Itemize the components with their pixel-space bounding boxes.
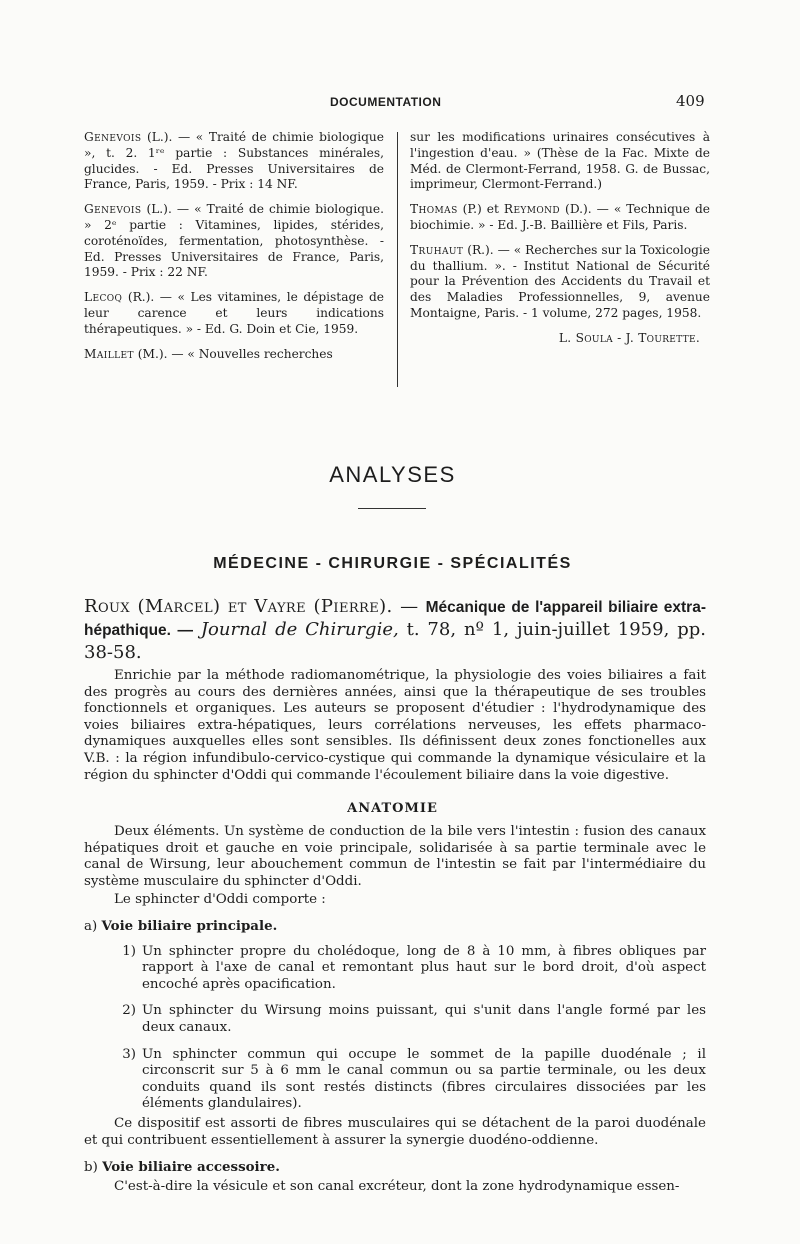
running-header: DOCUMENTATION: [330, 95, 442, 109]
bib-text: — « Recherches sur la Toxicologie du thallium. ». - Institut National de Sécurité pour la Prévention des Accidents du Travail et des Maladies Professionnelles, 9, avenue Montaigne, Paris. - 1 volume, 272 pages, 1958.: [410, 242, 711, 320]
bib-author: Lecoq: [84, 290, 123, 305]
bib-text: sur les modifications urinaires consécutives à l'ingestion d'eau. » (Thèse de la Fac. Mixte de Méd. de Clermont-Ferrand, 1958. G. de Bussac, imprimeur, Clermont-Ferrand.): [410, 130, 710, 192]
bib-initial: (M.).: [133, 346, 168, 361]
item-number: 3): [122, 1046, 136, 1062]
analyses-heading: ANALYSES: [329, 462, 456, 487]
bibliography-left-column: [84, 130, 384, 371]
bib-entry: [410, 202, 710, 234]
paragraph: Deux éléments. Un système de conduction de la bile vers l'intestin : fusion des canaux hépatiques droit et gauche en voie principale, solidarisée à sa partie terminale avec le canal de Wirsung, leur abouchement commun de l'intestin se fait par l'intermédiaire du système musculaire du sphincter d'Oddi.: [84, 824, 706, 889]
paragraph: C'est-à-dire la vésicule et son canal excréteur, dont la zone hydrodynamique essen-: [114, 1178, 680, 1194]
sub-title: Voie biliaire accessoire.: [102, 1159, 280, 1176]
subheading-a: [84, 918, 706, 936]
bib-text: — « Traité de chimie biologique », t. 2. 1ʳᵉ partie : Substances minérales, glucides. - Ed. Presses Universitaires de France, Paris, 1959. - Prix : 14 NF.: [84, 130, 384, 192]
bib-initial: (L.).: [141, 130, 173, 144]
anatomie-body: [84, 824, 706, 1205]
bib-entry: [84, 290, 384, 337]
list-item: [84, 1047, 706, 1113]
reference-journal: Journal de Chirurgie,: [200, 619, 399, 640]
heading-separator: [358, 508, 426, 509]
reference-authors: Roux (Marcel) et Vayre (Pierre). —: [84, 596, 419, 617]
paragraph: Le sphincter d'Oddi comporte :: [114, 892, 326, 908]
bib-author: Genevois: [84, 130, 142, 144]
bib-text: — « Nouvelles recherches: [167, 346, 333, 361]
anatomie-heading: ANATOMIE: [347, 801, 438, 816]
sub-title: Voie biliaire principale.: [101, 917, 278, 934]
sub-letter: b): [84, 1160, 98, 1176]
bib-initial: (L.).: [141, 202, 172, 217]
item-text: Un sphincter propre du cholédoque, long de 8 à 10 mm, à fibres obliques par rapport à l'axe de canal et remontant plus haut sur le bord droit, d'où aspect encoché après opacification.: [142, 943, 706, 992]
bib-author: Reymond: [503, 202, 561, 217]
bib-text: — « Traité de chimie biologique. » 2ᵉ partie : Vitamines, lipides, stérides, coroténoïdes, fermentation, photosynthèse. - Ed. Presses Universitaires de France, Paris, 1959. - Prix : 22 NF.: [84, 202, 384, 280]
bib-initial: (P.) et: [457, 202, 504, 217]
bib-text: — « Les vitamines, le dépistage de leur carence et leurs indications thérapeutiques. » - Ed. G. Doin et Cie, 1959.: [84, 290, 385, 336]
paragraph: Ce dispositif est assorti de fibres musculaires qui se détachent de la paroi duodénale et qui contribuent essentiellement à assurer la synergie duodéno-oddienne.: [84, 1115, 706, 1148]
list-item: [84, 1003, 706, 1036]
bib-entry: [410, 243, 710, 322]
sub-letter: a): [84, 918, 98, 934]
article-reference: [84, 596, 706, 664]
column-divider: [397, 132, 398, 387]
bib-initial: (R.).: [463, 242, 494, 257]
bibliography-signature: L. Soula - J. Tourette.: [558, 330, 700, 345]
bib-entry: [84, 202, 384, 281]
bibliography-right-column: [410, 130, 710, 347]
bib-author: Genevois: [84, 202, 142, 217]
item-number: 2): [122, 1003, 136, 1019]
bib-author: Thomas: [410, 202, 458, 217]
section-heading: MÉDECINE - CHIRURGIE - SPÉCIALITÉS: [213, 555, 572, 572]
item-text: Un sphincter du Wirsung moins puissant, qui s'unit dans l'angle formé par les deux canaux.: [142, 1003, 706, 1035]
bib-entry: [410, 130, 710, 193]
reference-title: Mécanique de l'appareil biliaire extra-hépathique. —: [84, 599, 706, 639]
bib-text: — « Technique de biochimie. » - Ed. J.-B. Baillière et Fils, Paris.: [410, 202, 710, 232]
bib-author: Truhaut: [410, 242, 464, 257]
item-number: 1): [122, 943, 136, 959]
intro-block: [84, 668, 706, 794]
bib-initial: (D.).: [560, 202, 592, 217]
reference-details: t. 78, nº 1, juin-juillet 1959, pp. 38-58.: [84, 619, 706, 663]
subheading-b: [84, 1159, 706, 1177]
bib-initial: (R.).: [122, 290, 155, 305]
bib-entry: [84, 347, 384, 363]
page-number: 409: [676, 92, 705, 110]
bib-author: Maillet: [84, 346, 134, 361]
bib-entry: [84, 130, 384, 193]
list-item: [84, 944, 706, 994]
item-text: Un sphincter commun qui occupe le sommet de la papille duodénale ; il circonscrit sur 5 à 6 mm le canal commun ou sa partie terminale, ou les deux conduits quand ils sont restés distincts (fibres circulaires dissociées par les éléments glandulaires).: [142, 1046, 706, 1112]
intro-paragraph: Enrichie par la méthode radiomanométrique, la physiologie des voies biliaires a fait des progrès au cours des dernières années, ainsi que la thérapeutique de ses troubles fonctionnels et organiques. Les auteurs se proposent d'étudier : l'hydrodynamique des voies biliaires extra-hépatiques, leurs corrélations nerveuses, les effets pharmaco-dynamiques auxquelles elles sont sensibles. Ils définissent deux zones fonctionelles aux V.B. : la région infundibulo-cervico-cystique qui commande la dynamique vésiculaire et la région du sphincter d'Oddi qui commande l'écoulement biliaire dans la voie digestive.: [84, 668, 706, 783]
